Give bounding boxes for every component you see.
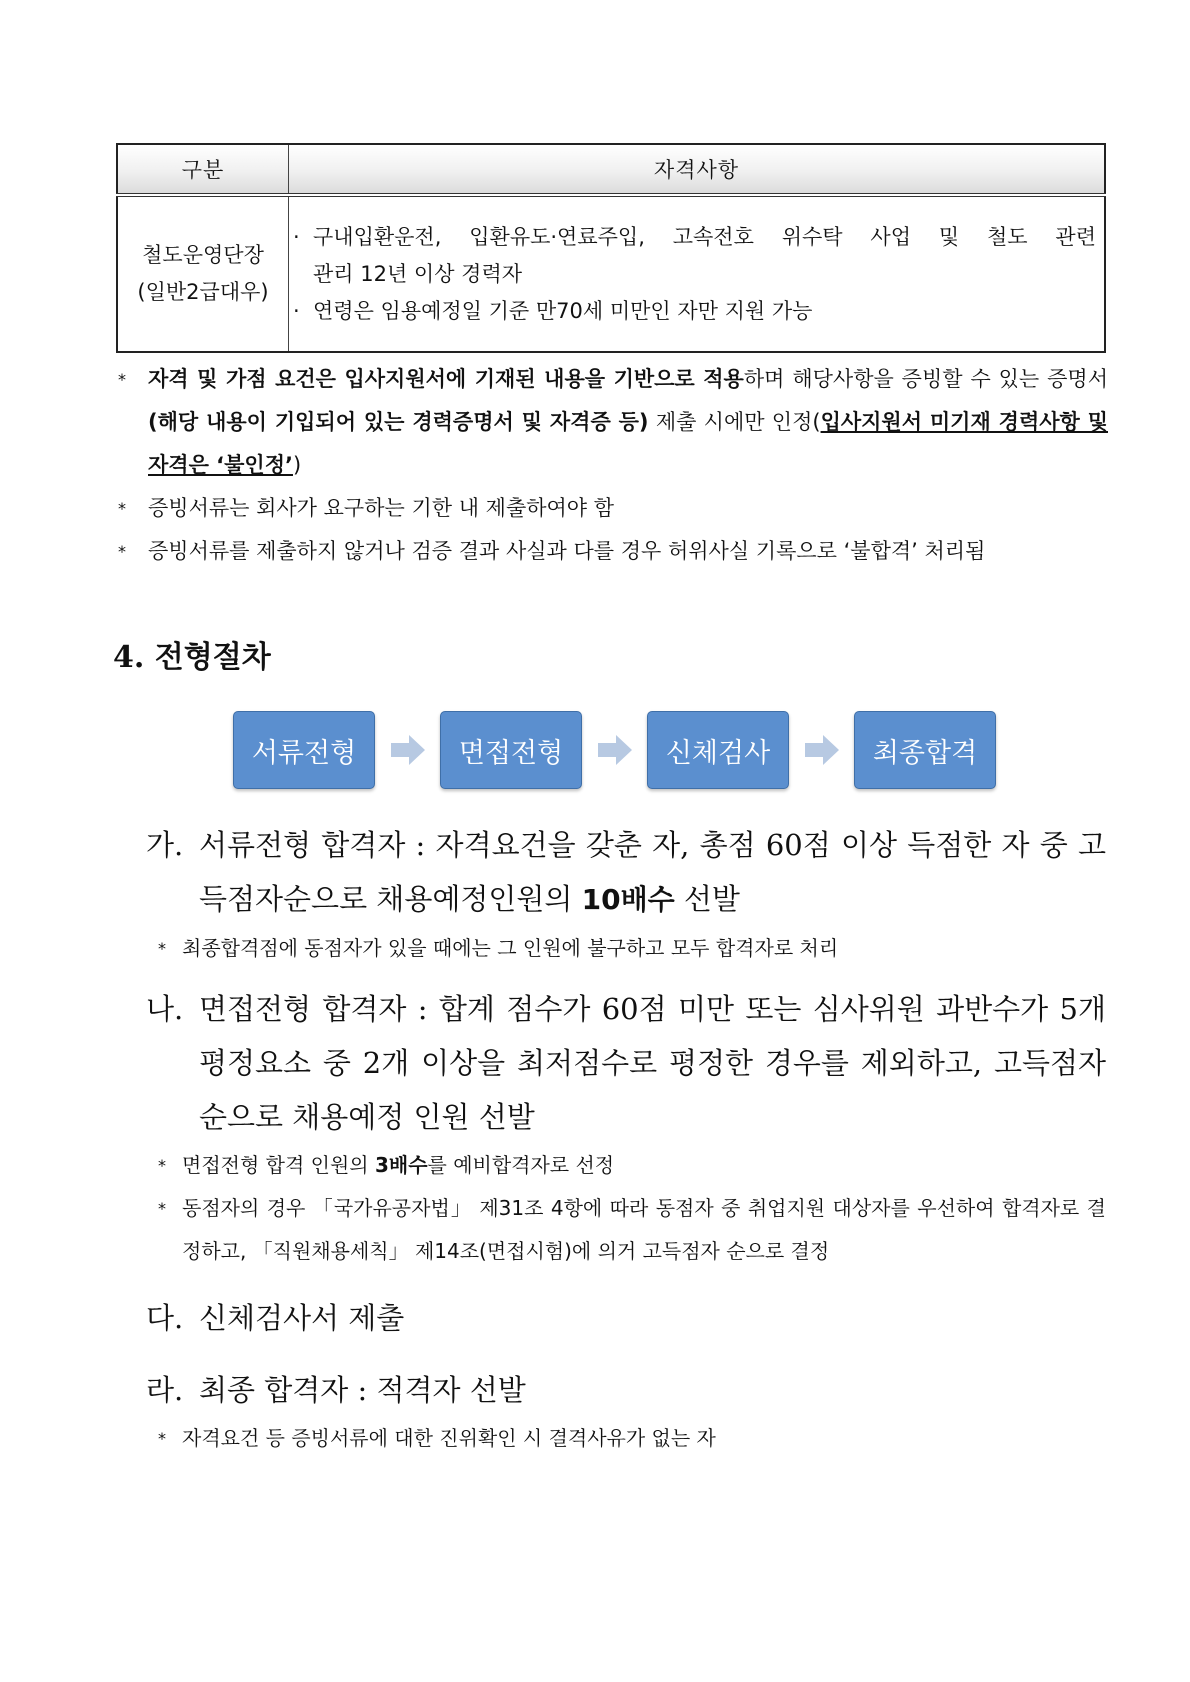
- note-mid-1: 하며 해당사항을 증빙할 수 있는 증명서: [743, 367, 1108, 391]
- item-bold: 10배수: [581, 883, 675, 916]
- sub-note-text: 자격요건 등 증빙서류에 대한 진위확인 시 결격사유가 없는 자: [182, 1426, 716, 1450]
- right-arrow-icon: [789, 712, 854, 788]
- asterisk-marker: *: [158, 1199, 166, 1218]
- item-text: 신체검사서 제출: [199, 1301, 405, 1335]
- item-na: [146, 982, 1106, 1144]
- flow-step-document: 서류전형: [233, 711, 375, 789]
- asterisk-marker: *: [158, 939, 166, 958]
- note-2: [118, 487, 1108, 530]
- note-bold-1: 자격 및 가점 요건은 입사지원서에 기재된 내용을 기반으로 적용: [148, 367, 744, 391]
- asterisk-marker: *: [158, 1429, 166, 1448]
- qualification-line-1: [293, 219, 1096, 256]
- qualification-line-3: [293, 293, 1096, 330]
- note-text: 증빙서류를 제출하지 않거나 검증 결과 사실과 다를 경우 허위사실 기록으로 ‘불합격’ 처리됨: [148, 539, 986, 563]
- notes-block: [118, 358, 1108, 573]
- asterisk-marker: *: [118, 499, 126, 518]
- right-arrow-icon: [375, 712, 440, 788]
- table-row: [117, 195, 1105, 352]
- bullet-marker: ·: [293, 224, 300, 249]
- bullet-marker: [293, 256, 313, 293]
- flow-step-final: 최종합격: [854, 711, 996, 789]
- right-arrow-icon: [582, 712, 647, 788]
- flow-step-interview: 면접전형: [440, 711, 582, 789]
- position-grade: (일반2급대우): [137, 280, 269, 304]
- qualification-text: 관리 12년 이상 경력자: [313, 261, 523, 286]
- item-ra-note: [146, 1417, 1106, 1460]
- table-header-row: [117, 144, 1105, 195]
- item-da: [146, 1291, 1106, 1345]
- item-na-note-2: [146, 1187, 1106, 1273]
- note-text: 증빙서류는 회사가 요구하는 기한 내 제출하여야 함: [148, 496, 615, 520]
- item-text: 서류전형 합격자 : 자격요건을 갖춘 자, 총점 60점 이상 득점한 자 중 고득점자순으로 채용예정인원의: [199, 828, 1106, 916]
- asterisk-marker: *: [118, 370, 126, 389]
- bullet-marker: ·: [293, 298, 300, 323]
- sub-note-text-b: 를 예비합격자로 선정: [427, 1153, 615, 1177]
- process-flow: [233, 711, 996, 789]
- sub-note-text: 최종합격점에 동점자가 있을 때에는 그 인원에 불구하고 모두 합격자로 처리: [182, 936, 839, 960]
- procedure-items: [146, 818, 1106, 1460]
- asterisk-marker: *: [158, 1156, 166, 1175]
- item-marker: 다.: [146, 1301, 184, 1335]
- section-title: 4. 전형절차: [113, 640, 271, 675]
- qualification-line-2: [293, 256, 1096, 293]
- header-qualification: 자격사항: [289, 144, 1106, 195]
- item-marker: 나.: [146, 992, 184, 1026]
- sub-note-text-a: 면접전형 합격 인원의: [182, 1153, 375, 1177]
- qualification-table: [116, 143, 1106, 353]
- qualification-text: 구내입환운전, 입환유도·연료주입, 고속전호 위수탁 사업 및 철도 관련: [313, 224, 1096, 249]
- item-text: 면접전형 합격자 : 합계 점수가 60점 미만 또는 심사위원 과반수가 5개 평정요소 중 2개 이상을 최저점수로 평정한 경우를 제외하고, 고득점자순으로 채용예정 인원 선발: [199, 992, 1106, 1134]
- qualification-cell: [289, 195, 1106, 352]
- note-text: [148, 358, 1108, 487]
- note-underline: 입사지원서 미기재 경력사항 및 자격은 ‘불인정’: [148, 410, 1108, 477]
- item-ga: [146, 818, 1106, 927]
- item-text: 최종 합격자 : 적격자 선발: [199, 1373, 526, 1407]
- item-ga-note: [146, 927, 1106, 970]
- flow-step-physical: 신체검사: [647, 711, 789, 789]
- position-cell: [117, 195, 289, 352]
- note-mid-2: 제출 시에만 인정(: [648, 410, 821, 434]
- item-marker: 가.: [146, 828, 184, 862]
- item-ra: [146, 1363, 1106, 1417]
- position-name: 철도운영단장: [142, 243, 264, 267]
- sub-note-text: [182, 1144, 1106, 1187]
- item-marker: 라.: [146, 1373, 184, 1407]
- sub-note-bold: 3배수: [374, 1153, 428, 1177]
- note-1: [118, 358, 1108, 487]
- item-text-end: 선발: [674, 882, 740, 916]
- header-category: 구분: [117, 144, 289, 195]
- note-end: ): [292, 453, 302, 477]
- qualification-text: 연령은 임용예정일 기준 만70세 미만인 자만 지원 가능: [313, 298, 813, 323]
- note-3: [118, 530, 1108, 573]
- sub-note-text: 동점자의 경우 「국가유공자법」 제31조 4항에 따라 동점자 중 취업지원 대상자를 우선하여 합격자로 결정하고, 「직원채용세칙」 제14조(면접시험)에 의거 고득점자 순으로 결정: [182, 1196, 1106, 1263]
- item-na-note-1: [146, 1144, 1106, 1187]
- note-bold-2: (해당 내용이 기입되어 있는 경력증명서 및 자격증 등): [148, 410, 649, 434]
- asterisk-marker: *: [118, 542, 126, 561]
